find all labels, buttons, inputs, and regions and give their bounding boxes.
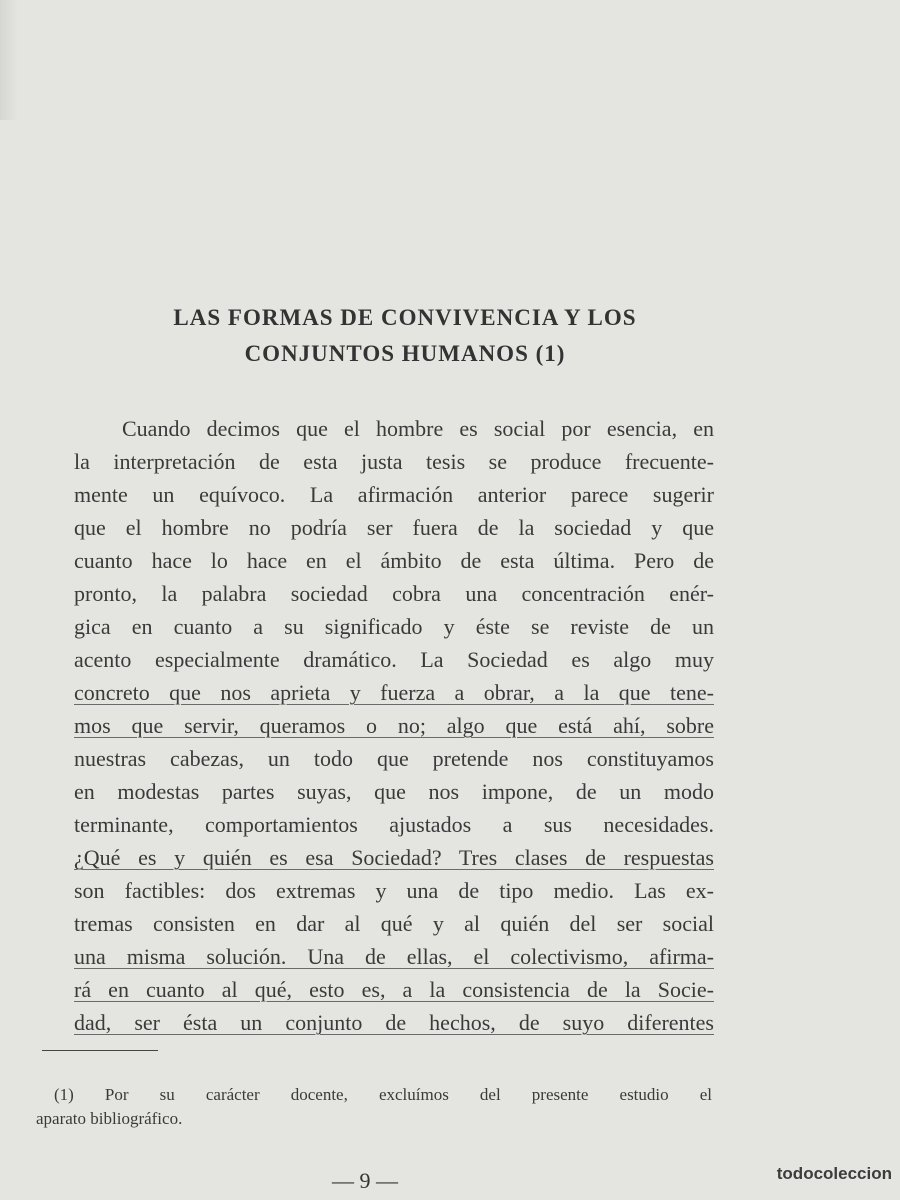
body-line-15: son factibles: dos extremas y una de tipo medio. Las ex-: [74, 878, 714, 903]
body-line-10-underlined: mos que servir, queramos o no; algo que está ahí, sobre: [74, 713, 714, 738]
body-line-5: cuanto hace lo hace en el ámbito de esta última. Pero de: [74, 548, 714, 573]
page-number: — 9 —: [332, 1168, 398, 1193]
body-line-12: en modestas partes suyas, que nos impone, de un modo: [74, 779, 714, 804]
page-edge-shadow: [0, 0, 18, 120]
footnote-line-2: aparato bibliográfico.: [36, 1109, 183, 1128]
body-paragraph: [74, 412, 714, 1039]
body-line-16: tremas consisten en dar al qué y al quién del ser social: [74, 911, 714, 936]
body-line-2: la interpretación de esta justa tesis se produce frecuente-: [74, 449, 714, 474]
body-line-3: mente un equívoco. La afirmación anterior parece sugerir: [74, 482, 714, 507]
body-line-9-underlined: concreto que nos aprieta y fuerza a obrar, a la que tene-: [74, 680, 714, 705]
chapter-title-line-1: LAS FORMAS DE CONVIVENCIA Y LOS: [173, 305, 637, 330]
body-line-1: Cuando decimos que el hombre es social por esencia, en: [122, 416, 714, 441]
chapter-title: [110, 300, 700, 372]
body-line-4: que el hombre no podría ser fuera de la sociedad y que: [74, 515, 714, 540]
body-line-8: acento especialmente dramático. La Sociedad es algo muy: [74, 647, 714, 672]
body-line-6: pronto, la palabra sociedad cobra una concentración enér-: [74, 581, 714, 606]
body-line-13: terminante, comportamientos ajustados a sus necesidades.: [74, 812, 714, 837]
body-line-18-underlined: rá en cuanto al qué, esto es, a la consistencia de la Socie-: [74, 977, 714, 1002]
body-line-14-underlined: ¿Qué es y quién es esa Sociedad? Tres clases de respuestas: [74, 845, 714, 870]
footnote: [36, 1083, 712, 1131]
watermark-logo: todocoleccion: [776, 1164, 892, 1183]
body-line-17-underlined: una misma solución. Una de ellas, el colectivismo, afirma-: [74, 944, 714, 969]
body-line-7: gica en cuanto a su significado y éste se reviste de un: [74, 614, 714, 639]
chapter-title-line-2: CONJUNTOS HUMANOS (1): [244, 341, 566, 366]
footnote-line-1: (1) Por su carácter docente, excluímos del presente estudio el: [54, 1085, 712, 1104]
body-line-11: nuestras cabezas, un todo que pretende nos constituyamos: [74, 746, 714, 771]
body-line-19-underlined: dad, ser ésta un conjunto de hechos, de suyo diferentes: [74, 1010, 714, 1035]
footnote-divider: [42, 1050, 158, 1051]
